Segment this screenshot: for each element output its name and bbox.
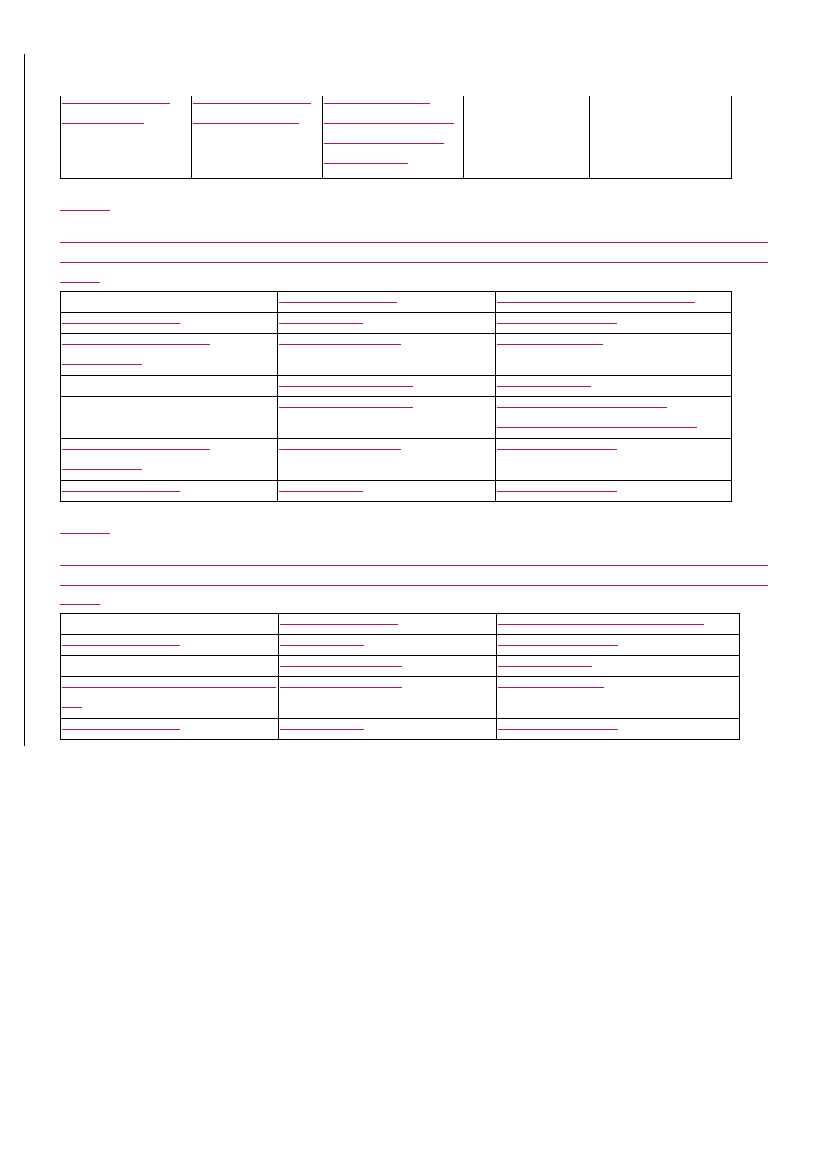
table-cell	[322, 96, 463, 179]
redline-text	[280, 666, 402, 667]
table-cell	[61, 96, 192, 179]
table-cell	[496, 677, 739, 719]
table-cell	[496, 656, 739, 677]
table-row	[61, 439, 732, 481]
revision-change-bar	[24, 54, 25, 746]
table-row	[61, 719, 740, 740]
table-cell	[496, 292, 732, 313]
redline-text	[280, 687, 402, 688]
redline-text	[62, 687, 276, 688]
redline-text	[62, 123, 144, 124]
table-row	[61, 334, 732, 376]
table-row	[61, 397, 732, 439]
table-cell	[278, 635, 496, 656]
table-row	[61, 376, 732, 397]
redline-text	[497, 386, 591, 387]
table-row	[61, 635, 740, 656]
table-row	[61, 292, 732, 313]
table-cell	[496, 439, 732, 481]
table-cell	[278, 292, 496, 313]
table-cell	[278, 397, 496, 439]
table-cell	[278, 313, 496, 334]
paragraph-redline	[60, 262, 768, 263]
table-cell	[61, 439, 278, 481]
table-cell	[61, 719, 279, 740]
redline-text	[193, 123, 299, 124]
table-cell	[61, 481, 278, 502]
redline-text	[497, 449, 617, 450]
table-cell	[278, 439, 496, 481]
redline-text	[324, 143, 444, 144]
table-row	[61, 614, 740, 635]
paragraph-redline	[60, 242, 768, 243]
redline-text	[62, 729, 180, 730]
redline-text	[497, 491, 617, 492]
redline-text	[279, 323, 363, 324]
redline-text	[498, 666, 592, 667]
table-cell	[278, 677, 496, 719]
table-cell	[278, 334, 496, 376]
redline-text	[62, 323, 180, 324]
table-cell	[589, 96, 731, 179]
redline-text	[497, 302, 695, 303]
redline-text	[497, 323, 617, 324]
redline-text	[62, 491, 180, 492]
redline-text	[280, 645, 364, 646]
table-cell	[496, 376, 732, 397]
table-cell	[496, 481, 732, 502]
table-cell	[278, 614, 496, 635]
redline-text	[497, 407, 667, 408]
redline-text	[62, 103, 170, 104]
redline-text	[324, 123, 454, 124]
table-row	[61, 481, 732, 502]
redline-text	[280, 624, 398, 625]
table-cell	[191, 96, 322, 179]
table-cell	[61, 656, 279, 677]
section-heading-redline	[60, 210, 110, 211]
table-cell	[496, 397, 732, 439]
table-cell	[496, 334, 732, 376]
table-cell	[278, 656, 496, 677]
redline-text	[62, 469, 142, 470]
continuation-table	[60, 96, 732, 179]
table-row	[61, 656, 740, 677]
paragraph-redline	[60, 604, 100, 605]
table-cell	[61, 376, 278, 397]
redline-text	[279, 386, 413, 387]
data-table-a	[60, 291, 732, 502]
table-cell	[278, 481, 496, 502]
table-row	[61, 96, 732, 179]
table-cell	[61, 397, 278, 439]
paragraph-redline	[60, 282, 100, 283]
table-cell	[496, 313, 732, 334]
table-cell	[496, 614, 739, 635]
redline-text	[62, 344, 210, 345]
redline-text	[498, 687, 604, 688]
table-row	[61, 313, 732, 334]
table-cell	[61, 313, 278, 334]
redline-text	[279, 302, 397, 303]
table-cell	[463, 96, 589, 179]
redline-text	[497, 427, 697, 428]
redline-text	[62, 364, 142, 365]
redline-text	[498, 645, 618, 646]
table-cell	[496, 635, 739, 656]
table-row	[61, 677, 740, 719]
redline-text	[324, 103, 430, 104]
redline-text	[62, 707, 82, 708]
table-cell	[61, 334, 278, 376]
redline-text	[193, 103, 311, 104]
redline-text	[279, 407, 413, 408]
table-cell	[278, 719, 496, 740]
redline-text	[280, 729, 364, 730]
table-cell	[61, 292, 278, 313]
table-cell	[61, 677, 279, 719]
redline-text	[62, 449, 210, 450]
redline-text	[279, 344, 401, 345]
data-table-b	[60, 613, 740, 740]
section-heading-redline	[60, 533, 110, 534]
redline-text	[498, 729, 618, 730]
redline-text	[279, 491, 363, 492]
table-cell	[496, 719, 739, 740]
redline-text	[324, 163, 408, 164]
redline-text	[279, 449, 401, 450]
paragraph-redline	[60, 565, 768, 566]
redline-text	[498, 624, 704, 625]
redline-text	[497, 344, 603, 345]
table-cell	[278, 376, 496, 397]
redline-text	[62, 645, 180, 646]
table-cell	[61, 614, 279, 635]
paragraph-redline	[60, 585, 768, 586]
table-cell	[61, 635, 279, 656]
